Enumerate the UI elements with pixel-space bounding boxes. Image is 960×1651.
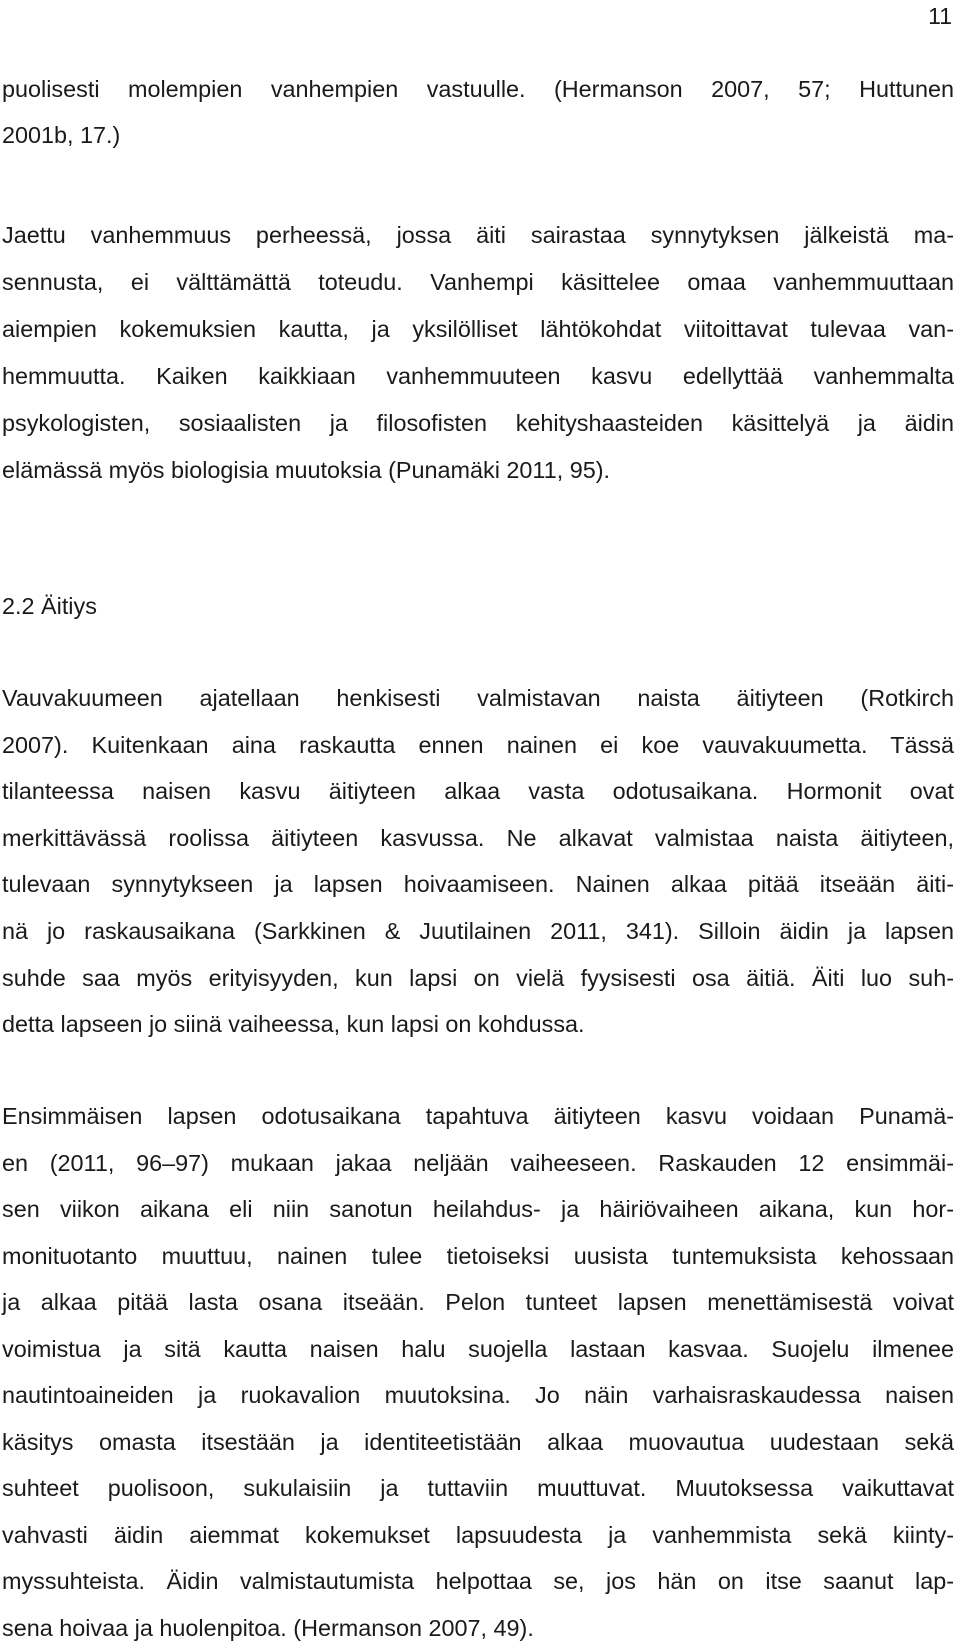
text-line: merkittävässä roolissa äitiyteen kasvussa. Ne alkavat valmistaa naista äitiyteen, bbox=[2, 815, 954, 862]
text-line: myssuhteista. Äidin valmistautumista helpottaa se, jos hän on itse saanut lap- bbox=[2, 1558, 954, 1605]
text-line: nautintoaineiden ja ruokavalion muutoksina. Jo näin varhaisraskaudessa naisen bbox=[2, 1372, 954, 1419]
text-line: tilanteessa naisen kasvu äitiyteen alkaa vasta odotusaikana. Hormonit ovat bbox=[2, 768, 954, 815]
text-line: puolisesti molempien vanhempien vastuulle. (Hermanson 2007, 57; Huttunen bbox=[2, 66, 954, 112]
text-line: sennusta, ei välttämättä toteudu. Vanhempi käsittelee omaa vanhemmuuttaan bbox=[2, 259, 954, 306]
text-line: en (2011, 96–97) mukaan jakaa neljään vaiheeseen. Raskauden 12 ensimmäi- bbox=[2, 1140, 954, 1187]
text-line: sena hoivaa ja huolenpitoa. (Hermanson 2007, 49). bbox=[2, 1605, 954, 1651]
paragraph-3 bbox=[2, 675, 954, 1048]
paragraph-1 bbox=[2, 66, 954, 158]
text-line: hemmuutta. Kaiken kaikkiaan vanhemmuuteen kasvu edellyttää vanhemmalta bbox=[2, 353, 954, 400]
text-line: käsitys omasta itsestään ja identiteetistään alkaa muovautua uudestaan sekä bbox=[2, 1419, 954, 1466]
text-line: detta lapseen jo siinä vaiheessa, kun lapsi on kohdussa. bbox=[2, 1001, 954, 1048]
paragraph-4 bbox=[2, 1093, 954, 1651]
text-line: aiempien kokemuksien kautta, ja yksilölliset lähtökohdat viitoittavat tulevaa van- bbox=[2, 306, 954, 353]
text-line: vahvasti äidin aiemmat kokemukset lapsuudesta ja vanhemmista sekä kiinty- bbox=[2, 1512, 954, 1559]
text-line: 2001b, 17.) bbox=[2, 112, 954, 158]
text-line: Ensimmäisen lapsen odotusaikana tapahtuva äitiyteen kasvu voidaan Punamä- bbox=[2, 1093, 954, 1140]
text-line: 2007). Kuitenkaan aina raskautta ennen nainen ei koe vauvakuumetta. Tässä bbox=[2, 722, 954, 769]
text-line: Vauvakuumeen ajatellaan henkisesti valmistavan naista äitiyteen (Rotkirch bbox=[2, 675, 954, 722]
text-line: tulevaan synnytykseen ja lapsen hoivaamiseen. Nainen alkaa pitää itseään äiti- bbox=[2, 861, 954, 908]
text-line: Jaettu vanhemmuus perheessä, jossa äiti sairastaa synnytyksen jälkeistä ma- bbox=[2, 212, 954, 259]
text-line: sen viikon aikana eli niin sanotun heilahdus- ja häiriövaiheen aikana, kun hor- bbox=[2, 1186, 954, 1233]
text-line: voimistua ja sitä kautta naisen halu suojella lastaan kasvaa. Suojelu ilmenee bbox=[2, 1326, 954, 1373]
text-line: nä jo raskausaikana (Sarkkinen & Juutilainen 2011, 341). Silloin äidin ja lapsen bbox=[2, 908, 954, 955]
text-line: psykologisten, sosiaalisten ja filosofisten kehityshaasteiden käsittelyä ja äidin bbox=[2, 400, 954, 447]
text-line: suhde saa myös erityisyyden, kun lapsi on vielä fyysisesti osa äitiä. Äiti luo suh- bbox=[2, 955, 954, 1002]
text-line: elämässä myös biologisia muutoksia (Punamäki 2011, 95). bbox=[2, 447, 954, 494]
page-number: 11 bbox=[928, 2, 952, 30]
text-line: ja alkaa pitää lasta osana itseään. Pelon tunteet lapsen menettämisestä voivat bbox=[2, 1279, 954, 1326]
text-line: suhteet puolisoon, sukulaisiin ja tuttaviin muuttuvat. Muutoksessa vaikuttavat bbox=[2, 1465, 954, 1512]
text-line: monituotanto muuttuu, nainen tulee tietoiseksi uusista tuntemuksista kehossaan bbox=[2, 1233, 954, 1280]
section-heading: 2.2 Äitiys bbox=[2, 583, 97, 629]
paragraph-2 bbox=[2, 212, 954, 494]
